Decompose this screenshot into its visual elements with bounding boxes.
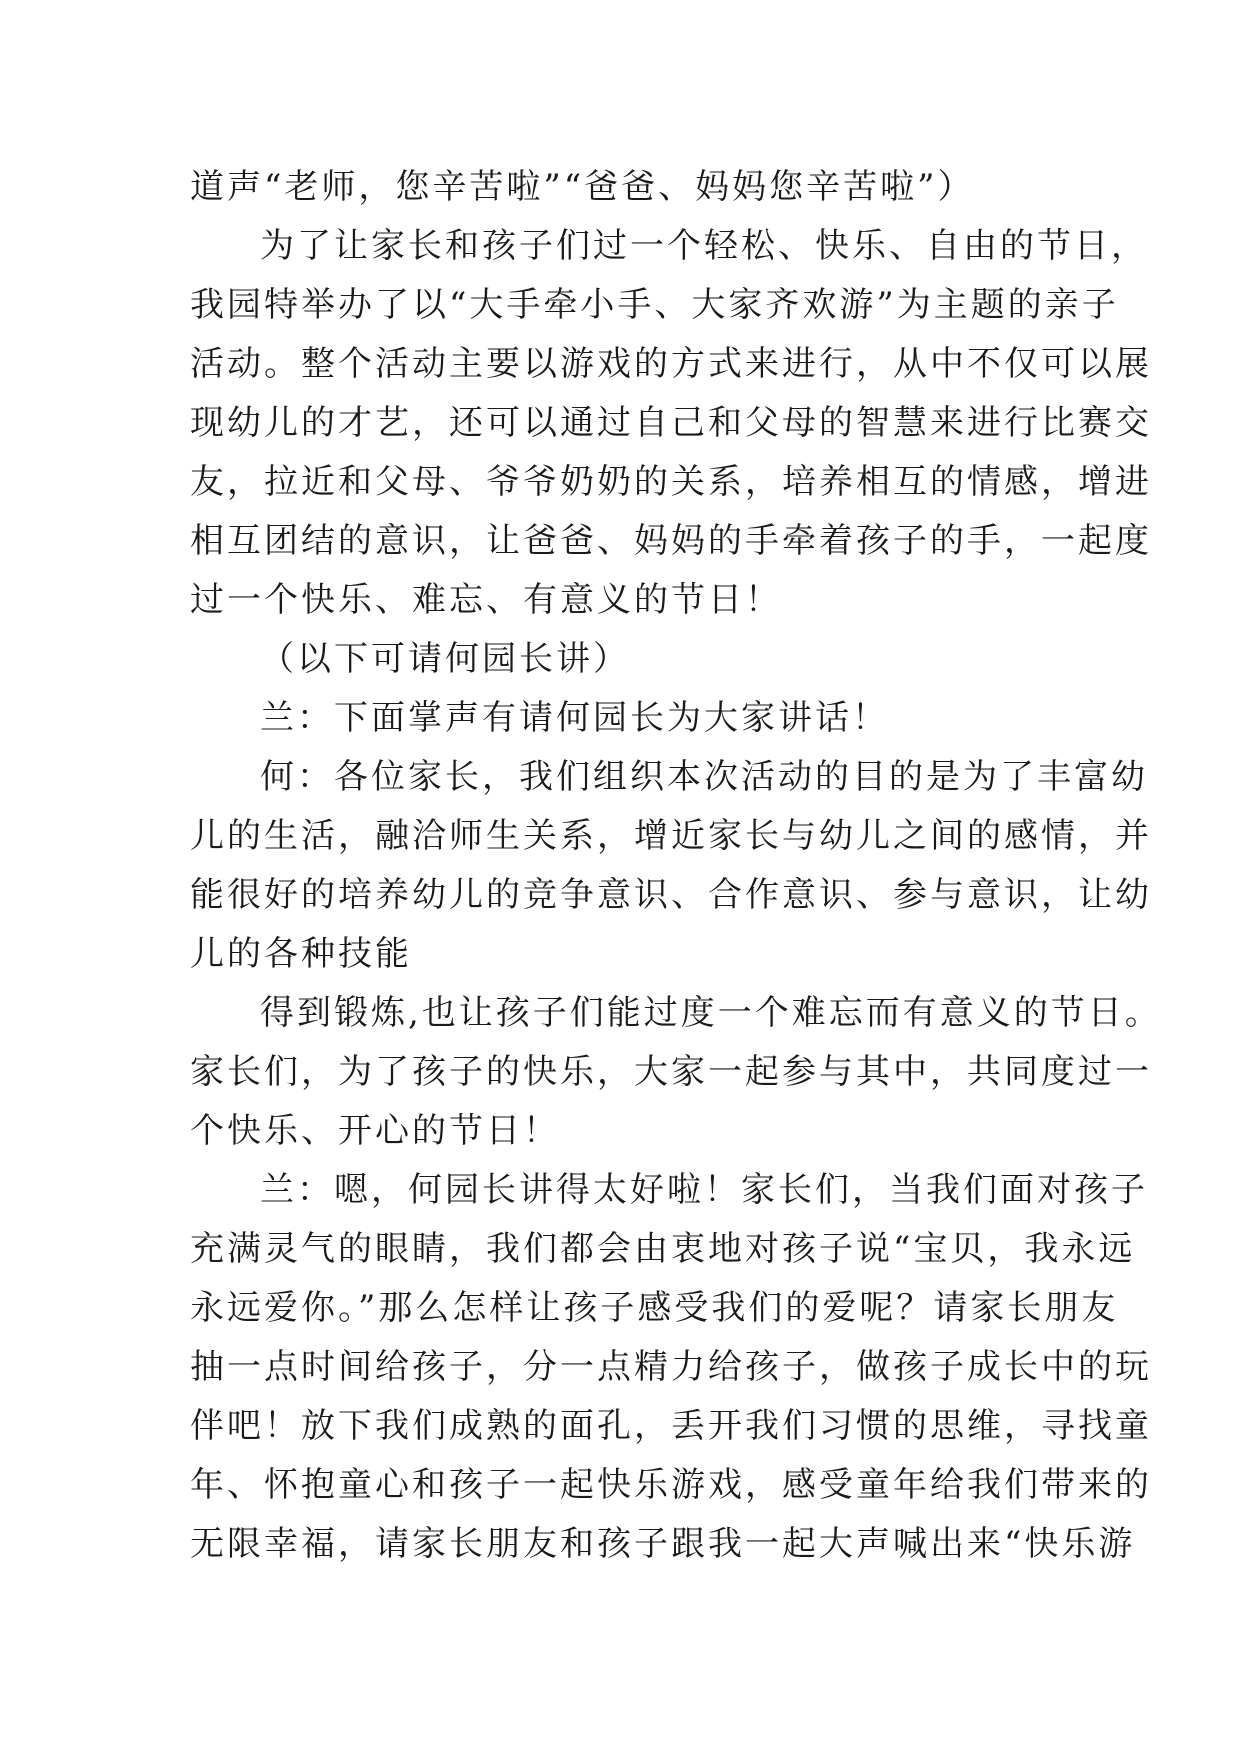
text-line-11: 何：各位家长，我们组织本次活动的目的是为了丰富幼 (260, 757, 1148, 797)
text-line-3: 我园特举办了以“大手牵小手、大家齐欢游”为主题的亲子 (190, 285, 1119, 325)
text-line-22: 伴吧！放下我们成熟的面孔，丢开我们习惯的思维，寻找童 (190, 1406, 1152, 1446)
text-line-17: 个快乐、开心的节日！ (190, 1111, 560, 1151)
text-line-5: 现幼儿的才艺，还可以通过自己和父母的智慧来进行比赛交 (190, 403, 1152, 443)
text-line-7: 相互团结的意识，让爸爸、妈妈的手牵着孩子的手，一起度 (190, 521, 1152, 561)
document-body (190, 158, 1162, 1574)
text-line-1: 道声“老师，您辛苦啦”“爸爸、妈妈您辛苦啦”） (190, 167, 975, 207)
text-line-19: 充满灵气的眼睛，我们都会由衷地对孩子说“宝贝，我永远 (190, 1229, 1136, 1269)
text-line-4: 活动。整个活动主要以游戏的方式来进行，从中不仅可以展 (190, 344, 1152, 384)
text-line-14: 儿的各种技能 (190, 934, 412, 974)
text-line-10: 兰：下面掌声有请何园长为大家讲话！ (260, 698, 889, 738)
text-line-6: 友，拉近和父母、爷爷奶奶的关系，培养相互的情感，增进 (190, 462, 1152, 502)
text-line-2: 为了让家长和孩子们过一个轻松、快乐、自由的节日， (260, 226, 1148, 266)
text-line-16: 家长们，为了孩子的快乐，大家一起参与其中，共同度过一 (190, 1052, 1152, 1092)
text-line-20: 永远爱你。”那么怎样让孩子感受我们的爱呢？请家长朋友 (190, 1288, 1119, 1328)
text-line-21: 抽一点时间给孩子，分一点精力给孩子，做孩子成长中的玩 (190, 1347, 1152, 1387)
text-line-24: 无限幸福，请家长朋友和孩子跟我一起大声喊出来“快乐游 (190, 1524, 1136, 1564)
text-line-15: 得到锻炼,也让孩子们能过度一个难忘而有意义的节日。 (260, 993, 1162, 1033)
text-line-9: （以下可请何园长讲） (260, 639, 630, 679)
text-line-12: 儿的生活，融洽师生关系，增近家长与幼儿之间的感情，并 (190, 816, 1152, 856)
text-line-18: 兰：嗯，何园长讲得太好啦！家长们，当我们面对孩子 (260, 1170, 1148, 1210)
text-line-13: 能很好的培养幼儿的竞争意识、合作意识、参与意识，让幼 (190, 875, 1152, 915)
text-line-23: 年、怀抱童心和孩子一起快乐游戏，感受童年给我们带来的 (190, 1465, 1152, 1505)
text-line-8: 过一个快乐、难忘、有意义的节日！ (190, 580, 782, 620)
